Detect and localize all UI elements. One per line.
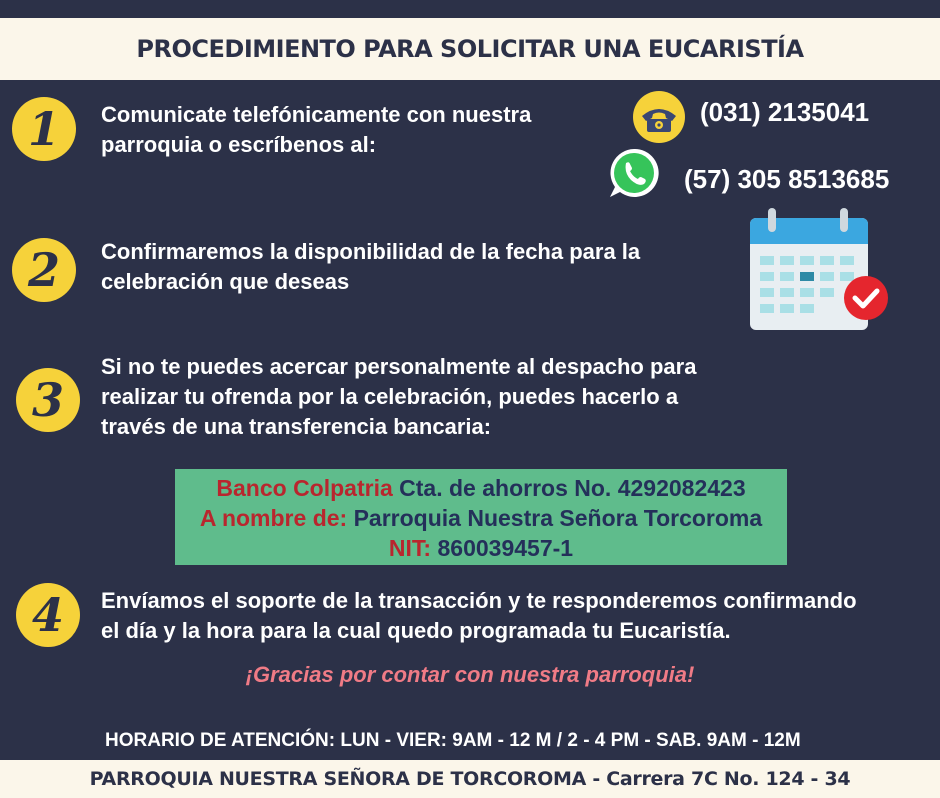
- office-hours: HORARIO DE ATENCIÓN: LUN - VIER: 9AM - 12 M / 2 - 4 PM - SAB. 9AM - 12M: [105, 730, 801, 751]
- footer-bar: [0, 760, 940, 798]
- step-4-line-2: el día y la hora para la cual quedo programada tu Eucaristía.: [101, 618, 731, 643]
- calendar-check-icon: [748, 206, 893, 332]
- bank-holder: Parroquia Nuestra Señora Torcoroma: [353, 505, 763, 531]
- phone-number: (031) 2135041: [700, 97, 870, 127]
- footer-address: PARROQUIA NUESTRA SEÑORA DE TORCOROMA - Carrera 7C No. 124 - 34: [89, 768, 851, 790]
- step-3-line-2: realizar tu ofrenda por la celebración, puedes hacerlo a: [101, 384, 679, 409]
- step-2-line-2: celebración que deseas: [101, 269, 350, 294]
- bank-line-3: [175, 533, 787, 563]
- step-4-number-badge: [16, 583, 80, 647]
- telephone-icon: [632, 90, 686, 144]
- step-4-text: [101, 586, 857, 646]
- step-3-text: [101, 352, 696, 442]
- bank-name: Banco Colpatria: [216, 475, 393, 501]
- step-1-line-2: parroquia o escríbenos al:: [101, 132, 377, 157]
- step-2-line-1: Confirmaremos la disponibilidad de la fecha para la: [101, 239, 641, 264]
- bank-holder-label: A nombre de:: [199, 505, 348, 531]
- thanks-message: ¡Gracias por contar con nuestra parroquia!: [245, 662, 695, 687]
- step-1-number: 1: [27, 102, 60, 156]
- step-1-text: [101, 100, 531, 160]
- bank-line-2: [175, 503, 787, 533]
- whatsapp-icon: [606, 145, 662, 201]
- page-title: PROCEDIMIENTO PARA SOLICITAR UNA EUCARISTÍA: [136, 35, 804, 63]
- step-1-number-badge: [12, 97, 76, 161]
- step-4-number: 4: [31, 588, 64, 642]
- step-2-number-badge: [12, 238, 76, 302]
- bank-nit-label: NIT:: [388, 535, 432, 561]
- title-bar: [0, 18, 940, 80]
- step-3-line-3: través de una transferencia bancaria:: [101, 414, 492, 439]
- whatsapp-number: (57) 305 8513685: [684, 164, 890, 194]
- step-2-number: 2: [27, 243, 60, 297]
- step-1-line-1: Comunicate telefónicamente con nuestra: [101, 102, 532, 127]
- step-3-number-badge: [16, 368, 80, 432]
- step-4-line-1: Envíamos el soporte de la transacción y te responderemos confirmando: [101, 588, 857, 613]
- bank-line-1: [175, 473, 787, 503]
- bank-account: Cta. de ahorros No. 4292082423: [399, 475, 746, 501]
- step-3-number: 3: [31, 373, 64, 427]
- step-3-line-1: Si no te puedes acercar personalmente al despacho para: [101, 354, 697, 379]
- bank-info-box: [175, 469, 787, 565]
- step-2-text: [101, 237, 640, 297]
- bank-nit: 860039457-1: [437, 535, 574, 561]
